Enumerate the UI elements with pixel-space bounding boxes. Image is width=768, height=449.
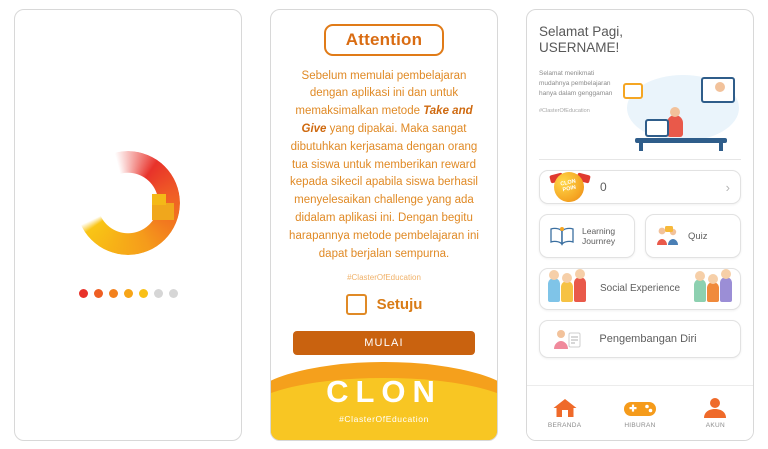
kid-figure — [561, 281, 573, 302]
kid-figure — [694, 279, 706, 302]
open-book-icon — [549, 226, 575, 246]
section-divider — [539, 159, 741, 160]
attention-title: Attention — [345, 29, 423, 49]
illustration-desk — [635, 138, 727, 143]
logo-notch-small — [152, 194, 166, 205]
user-icon — [703, 397, 727, 419]
coin-badge — [550, 171, 590, 203]
home-content — [527, 10, 753, 440]
quiz-card[interactable] — [645, 214, 741, 258]
gamepad-icon — [623, 397, 657, 419]
home-screen — [526, 9, 754, 441]
self-growth-icon — [552, 327, 582, 351]
illustration-laptop — [645, 119, 669, 137]
dot — [139, 289, 148, 298]
tab-akun[interactable] — [678, 397, 753, 429]
attention-content — [271, 10, 497, 440]
intro-hashtag: #ClasterOfEducation — [539, 107, 590, 114]
online-learning-illustration — [621, 69, 741, 151]
menu-row-top — [539, 214, 741, 258]
dot — [79, 289, 88, 298]
attention-body-part2: yang dipakai. Maka sangat dibutuhkan kerjasama dengan orang tua siswa untuk memberikan reward kepada sikecil apabila siswa berhasil menyelesaikan challenge yang ada didalam aplikasi ini. Dengan begitu harapannya metode pembelajaran ini dapat berjalan sempurna. — [289, 122, 479, 260]
intro-text: Selamat menikmati mudahnya pembelajaran hanya dalam genggaman — [539, 70, 613, 97]
intro-row — [539, 69, 741, 151]
tab-hiburan[interactable] — [602, 397, 677, 429]
dot — [94, 289, 103, 298]
attention-body-highlight: Take and Give — [301, 105, 473, 135]
social-experience-card[interactable] — [539, 268, 741, 310]
coin-card[interactable] — [539, 170, 741, 204]
attention-body-part1: Sebelum memulai pembelajaran dengan aplikasi ini dan untuk memaksimalkan metode — [295, 69, 467, 118]
greeting-line1: Selamat Pagi, — [539, 23, 624, 39]
footer-wave — [271, 348, 497, 440]
kid-figure — [574, 277, 586, 302]
dot — [109, 289, 118, 298]
greeting-line2: USERNAME! — [539, 40, 620, 56]
learning-journey-card[interactable] — [539, 214, 635, 258]
dot — [154, 289, 163, 298]
attention-hashtag: #ClasterOfEducation — [347, 273, 421, 283]
splash-content — [15, 10, 241, 440]
footer-brand: CLON — [326, 373, 442, 409]
tab-beranda-label: BERANDA — [547, 421, 582, 429]
quiz-people-icon — [655, 225, 681, 247]
agree-checkbox[interactable] — [346, 294, 367, 315]
splash-screen — [14, 9, 242, 441]
attention-body — [271, 68, 497, 264]
attention-title-box — [324, 24, 444, 56]
illustration-side-monitor — [623, 83, 643, 99]
footer-tagline: #ClasterOfEducation — [339, 413, 429, 424]
kid-figure — [707, 282, 719, 302]
agree-row[interactable] — [346, 294, 423, 315]
logo-notch-large — [152, 203, 174, 220]
attention-screen — [270, 9, 498, 441]
tab-beranda[interactable] — [527, 397, 602, 429]
kid-figure — [720, 277, 732, 302]
pengembangan-diri-label: Pengembangan Diri — [599, 333, 697, 346]
tab-akun-label: AKUN — [705, 421, 725, 429]
chevron-right-icon[interactable]: › — [725, 179, 730, 195]
home-icon — [552, 397, 578, 419]
kids-group-icon — [548, 277, 586, 302]
intro-text-block — [539, 69, 617, 151]
coin-icon: CLON POIN — [551, 169, 587, 205]
social-experience-label: Social Experience — [599, 283, 681, 295]
dot — [169, 289, 178, 298]
page-indicator-dots[interactable] — [79, 289, 178, 298]
kid-figure — [548, 278, 560, 302]
bottom-tab-bar — [527, 385, 753, 440]
greeting — [539, 24, 741, 58]
pengembangan-diri-card[interactable] — [539, 320, 741, 358]
illustration-desk-leg — [639, 142, 643, 151]
learning-journey-label: Learning Journrey — [582, 226, 616, 247]
quiz-label: Quiz — [688, 230, 708, 242]
agree-label: Setuju — [376, 296, 423, 314]
dot — [124, 289, 133, 298]
clon-c-logo-icon — [76, 151, 180, 255]
illustration-desk-leg — [719, 142, 723, 151]
tab-hiburan-label: HIBURAN — [624, 421, 656, 429]
start-button[interactable]: MULAI — [293, 331, 475, 355]
kids-group-icon-right — [694, 277, 732, 302]
coin-value: 0 — [600, 180, 607, 195]
illustration-person — [667, 115, 683, 137]
